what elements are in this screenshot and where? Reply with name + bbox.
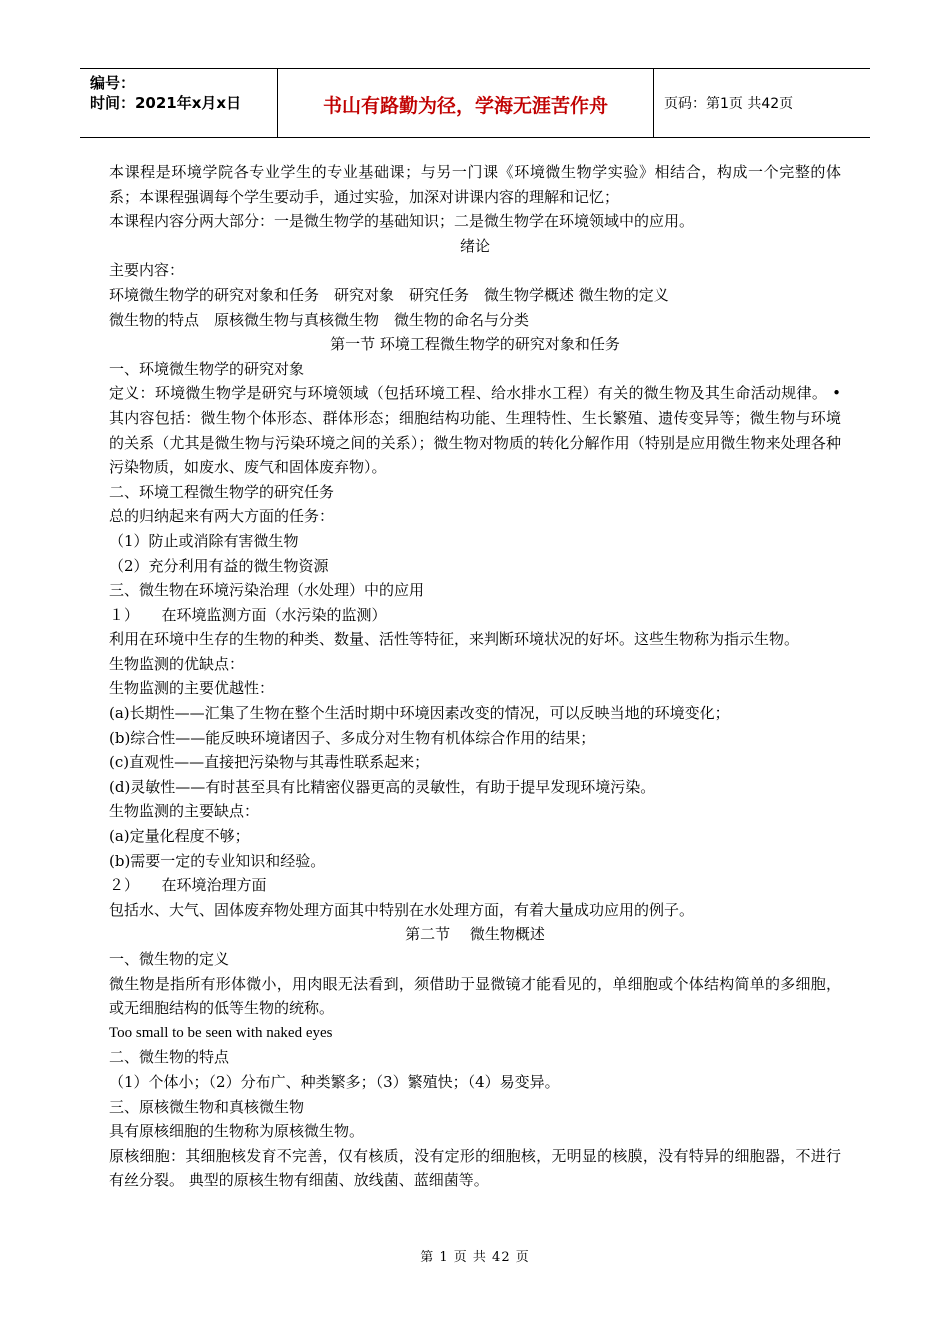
- paragraph: 定义：环境微生物学是研究与环境领域（包括环境工程、给水排水工程）有关的微生物及其生命活动规律。 •其内容包括：微生物个体形态、群体形态；细胞结构功能、生理特性、生长繁殖、遗传变异等；微生物与环境的关系（尤其是微生物与污染环境之间的关系）；微生物对物质的转化分解作用（特别是应用微生物来处理各种污染物质，如废水、废气和固体废弃物）。: [109, 384, 841, 477]
- paragraph: 主要内容：: [109, 261, 185, 280]
- list-item: （1）防止或消除有害微生物: [109, 531, 299, 550]
- page-number-label: 页码：第1页 共42页: [664, 96, 794, 112]
- section-heading: 绪论: [459, 236, 490, 255]
- document-body: [109, 160, 841, 1193]
- paragraph: Too small to be seen with naked eyes: [109, 1024, 333, 1041]
- list-item: （2）充分利用有益的微生物资源: [109, 556, 329, 575]
- paragraph: 具有原核细胞的生物称为原核微生物。: [109, 1122, 365, 1141]
- page-footer: 第 1 页 共 42 页: [420, 1250, 530, 1265]
- list-item: (c)直观性——直接把污染物与其毒性联系起来；: [109, 753, 430, 772]
- list-item: (d)灵敏性——有时甚至具有比精密仪器更高的灵敏性，有助于提早发现环境污染。: [109, 777, 656, 796]
- subheading: 三、原核微生物和真核微生物: [109, 1097, 305, 1116]
- paragraph: （1）个体小；（2）分布广、种类繁多；（3）繁殖快；（4）易变异。: [109, 1072, 560, 1091]
- section-heading: 第一节 环境工程微生物学的研究对象和任务: [330, 335, 620, 354]
- list-item: ２） 在环境治理方面: [109, 876, 267, 895]
- number-label: 编号：: [90, 74, 136, 92]
- paragraph: 本课程是环境学院各专业学生的专业基础课；与另一门课《环境微生物学实验》相结合，构成一个完整的体系；本课程强调每个学生要动手，通过实验，加深对讲课内容的理解和记忆；: [109, 163, 841, 206]
- paragraph: 原核细胞：其细胞核发育不完善，仅有核质，没有定形的细胞核，无明显的核膜，没有特异的细胞器，不进行有丝分裂。 典型的原核生物有细菌、放线菌、蓝细菌等。: [109, 1146, 841, 1190]
- list-item: １） 在环境监测方面（水污染的监测）: [109, 605, 387, 624]
- header-page-cell: [654, 69, 870, 137]
- paragraph: 利用在环境中生存的生物的种类、数量、活性等特征，来判断环境状况的好坏。这些生物称为指示生物。: [109, 630, 800, 649]
- list-item: (a)长期性——汇集了生物在整个生活时期中环境因素改变的情况，可以反映当地的环境变化；: [109, 704, 730, 723]
- list-item: (a)定量化程度不够；: [109, 827, 250, 846]
- page-header: [80, 68, 870, 138]
- paragraph: 本课程内容分两大部分：一是微生物学的基础知识；二是微生物学在环境领域中的应用。: [109, 212, 695, 231]
- paragraph: 环境微生物学的研究对象和任务 研究对象 研究任务 微生物学概述 微生物的定义: [109, 285, 669, 304]
- section-heading: 第二节 微生物概述: [405, 925, 545, 944]
- paragraph: 微生物的特点 原核微生物与真核微生物 微生物的命名与分类: [109, 310, 530, 329]
- subheading: 一、微生物的定义: [109, 950, 230, 968]
- subheading: 二、环境工程微生物学的研究任务: [109, 482, 335, 501]
- paragraph: 总的归纳起来有两大方面的任务：: [109, 507, 335, 526]
- paragraph: 生物监测的主要优越性：: [109, 679, 275, 698]
- list-item: (b)需要一定的专业知识和经验。: [109, 851, 326, 870]
- paragraph: 生物监测的主要缺点：: [109, 802, 260, 821]
- date-label: 时间：2021年x月x日: [90, 94, 242, 112]
- subheading: 三、微生物在环境污染治理（水处理）中的应用: [109, 581, 425, 600]
- subheading: 一、环境微生物学的研究对象: [109, 359, 305, 378]
- paragraph: 微生物是指所有形体微小，用肉眼无法看到，须借助于显微镜才能看见的，单细胞或个体结构简单的多细胞，或无细胞结构的低等生物的统称。: [109, 974, 841, 1018]
- header-motto-cell: [278, 69, 654, 137]
- motto-text: 书山有路勤为径，学海无涯苦作舟: [322, 95, 608, 117]
- paragraph: 生物监测的优缺点：: [109, 654, 245, 673]
- header-info-cell: [80, 69, 278, 137]
- subheading: 二、微生物的特点: [109, 1048, 230, 1067]
- paragraph: 包括水、大气、固体废弃物处理方面其中特别在水处理方面，有着大量成功应用的例子。: [109, 900, 695, 919]
- list-item: (b)综合性——能反映环境诸因子、多成分对生物有机体综合作用的结果；: [109, 728, 596, 747]
